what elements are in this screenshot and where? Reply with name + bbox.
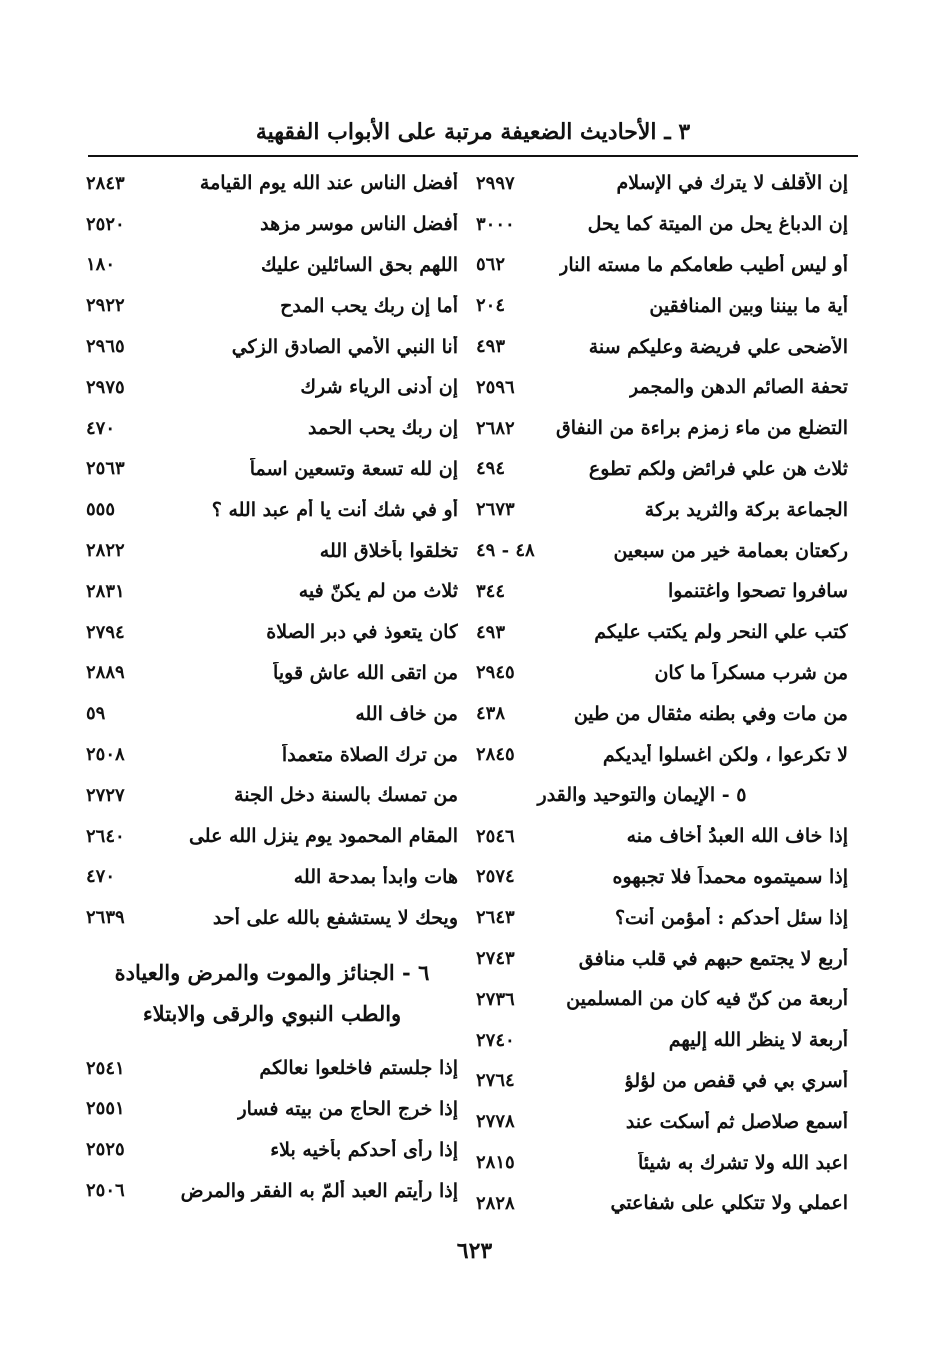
entry-number: ٥٦٢ (476, 254, 506, 276)
page-header: ٣ ـ الأحاديث الضعيفة مرتبة على الأبواب الفقهية (255, 119, 691, 145)
entry-number: ٢٧٤٠ (476, 1029, 515, 1051)
entry-text: من تمسك بالسنة دخل الجنة (234, 784, 458, 807)
entry-number: ٢٨٤٥ (476, 744, 515, 766)
spacer (86, 1034, 458, 1048)
entry-number: ٢٨٤٣ (86, 172, 125, 194)
entry-text: أية ما بيننا وبين المنافقين (649, 294, 848, 317)
entry-number: ٢٧٢٧ (86, 784, 125, 806)
index-entry (476, 489, 848, 530)
index-entry (476, 1183, 848, 1224)
index-entry (86, 245, 458, 286)
entry-number: ٢٧٩٤ (86, 621, 125, 643)
entry-text: من شرب مسكراً ما كان (654, 661, 848, 684)
index-entry (86, 612, 458, 653)
entry-number: ٤٨ - ٤٩ (476, 540, 535, 562)
index-entry (86, 1089, 458, 1130)
entry-text: أسري بي في قفص من لؤلؤ (624, 1069, 848, 1092)
entry-text: التضلع من ماء زمزم براءة من النفاق (555, 417, 848, 440)
index-entry (476, 734, 848, 775)
entry-text: أربع لا يجتمع حبهم في قلب منافق (578, 947, 848, 970)
index-entry (476, 449, 848, 490)
index-entry (86, 1170, 458, 1211)
entry-text: أو ليس أطيب طعامكم ما مسته النار (559, 253, 848, 276)
entry-number: ٤٧٠ (86, 417, 116, 439)
entry-text: إذا خرج الحاج من بيته فسار (237, 1097, 458, 1120)
entry-text: الأضحى علي فريضة وعليكم سنة (588, 335, 848, 358)
entry-number: ٥٥٥ (86, 499, 116, 521)
index-entry (86, 693, 458, 734)
entry-number: ٤٩٣ (476, 621, 506, 643)
index-entry (476, 857, 848, 898)
entry-text: كتب علي النحر ولم يكتب عليكم (594, 621, 848, 644)
index-entry (476, 1142, 848, 1183)
entry-text: أو في شك أنت يا أم عبد الله ؟ (211, 498, 458, 521)
index-entry (86, 285, 458, 326)
index-entry (86, 530, 458, 571)
index-entry (476, 1020, 848, 1061)
entry-number: ٣٤٤ (476, 580, 506, 602)
entry-number: ٢٠٤ (476, 295, 506, 317)
entry-text: إن لله تسعة وتسعين اسماً (249, 457, 458, 480)
entry-text: ويحك لا يستشفع بالله على أحد (212, 906, 458, 929)
entry-number: ٢٩٦٥ (86, 336, 125, 358)
entry-number: ٢٥٧٤ (476, 866, 515, 888)
entry-text: إذا سميتموه محمداً فلا تجبهوه (612, 865, 848, 888)
index-entry (476, 938, 848, 979)
entry-text: تخلقوا بأخلاق الله (319, 539, 458, 562)
entry-text: لا تكرعوا ، ولكن اغسلوا أيديكم (602, 743, 848, 766)
entry-text: إن ربك يحب الحمد (307, 417, 458, 440)
entry-text: أسمع صلاصل ثم أسكت عند (625, 1110, 848, 1133)
index-entry (476, 693, 848, 734)
entry-text: من ترك الصلاة متعمداً (281, 743, 458, 766)
entry-number: ٢٥٠٨ (86, 744, 125, 766)
index-entry (476, 245, 848, 286)
left-column (86, 163, 458, 1211)
entry-text: إذا رأى أحدكم بأخيه بلاء (270, 1138, 458, 1161)
entry-text: إن أدنى الرياء شرك (300, 376, 458, 399)
entry-number: ٢٩٢٢ (86, 295, 125, 317)
entry-number: ٢٨٣١ (86, 580, 125, 602)
entry-number: ٥٩ (86, 703, 106, 725)
entry-text: اعملي ولا تتكلي على شفاعتي (610, 1192, 848, 1215)
page-number: ٦٢٣ (456, 1238, 493, 1264)
entry-text: أفضل الناس عند الله يوم القيامة (199, 172, 458, 195)
index-entry (476, 285, 848, 326)
index-entry (86, 816, 458, 857)
entry-text: أفضل الناس موسر مزهد (260, 213, 458, 236)
entry-number: ٢٧٣٦ (476, 988, 515, 1010)
index-entry (476, 979, 848, 1020)
entry-text: من خاف الله (355, 702, 458, 725)
entry-number: ٢٦٨٢ (476, 417, 515, 439)
entry-number: ٢٦٣٩ (86, 907, 125, 929)
entry-number: ٢٩٤٥ (476, 662, 515, 684)
entry-number: ٢٦٧٣ (476, 499, 515, 521)
entry-number: ٢٨٢٨ (476, 1192, 515, 1214)
index-entry (86, 775, 458, 816)
index-entry (476, 1101, 848, 1142)
index-entry (476, 408, 848, 449)
entry-number: ٢٧٤٣ (476, 948, 515, 970)
entry-number: ٢٩٧٥ (86, 376, 125, 398)
entry-number: ٢٥٤١ (86, 1057, 125, 1079)
entry-text: تحفة الصائم الدهن والمجمر (629, 376, 848, 399)
entry-number: ٣٠٠٠ (476, 213, 515, 235)
spacer (86, 938, 458, 952)
entry-text: ثلاث من لم يكنّ فيه (298, 580, 458, 603)
index-entry (476, 530, 848, 571)
index-entry (86, 857, 458, 898)
entry-number: ٢٨٨٩ (86, 662, 125, 684)
entry-text: سافروا تصحوا واغتنموا (667, 580, 848, 603)
index-entry (86, 1129, 458, 1170)
index-entry (86, 408, 458, 449)
index-entry (86, 163, 458, 204)
index-entry (476, 816, 848, 857)
index-entry (476, 204, 848, 245)
header-rule (88, 155, 858, 157)
entry-text: المقام المحمود يوم ينزل الله على (188, 825, 458, 848)
entry-text: من اتقى الله عاش قوياً (273, 661, 458, 684)
entry-number: ٢٧٦٤ (476, 1070, 515, 1092)
entry-number: ٤٩٣ (476, 336, 506, 358)
entry-number: ٢٥٠٦ (86, 1180, 125, 1202)
index-entry (86, 897, 458, 938)
index-entry (476, 163, 848, 204)
index-entry (476, 367, 848, 408)
entry-text: من مات وفي بطنه مثقال من طين (573, 702, 848, 725)
entry-number: ٢٩٩٧ (476, 172, 515, 194)
entry-text: إذا خاف الله العبدُ أخاف منه (626, 825, 848, 848)
entry-text: ثلاث هن علي فرائض ولكم تطوع (588, 457, 848, 480)
entry-text: إذا جلستم فاخلعوا نعالكم (259, 1057, 458, 1080)
entry-number: ٢٦٤٠ (86, 825, 125, 847)
entry-number: ٤٧٠ (86, 866, 116, 888)
entry-text: أربعة لا ينظر الله إليهم (668, 1029, 848, 1052)
index-entry (476, 326, 848, 367)
entry-number: ٢٥٢٥ (86, 1139, 125, 1161)
entry-number: ٢٥٤٦ (476, 825, 515, 847)
entry-text: إذا رأيتم العبد ألمّ به الفقر والمرض (180, 1179, 458, 1202)
index-entry (86, 653, 458, 694)
entry-text: اللهم بحق السائلين عليك (261, 253, 458, 276)
index-entry (476, 653, 848, 694)
entry-text: إذا سئل أحدكم : أمؤمن أنت؟ (614, 906, 848, 929)
entry-text: اعبد الله ولا تشرك به شيئاً (638, 1151, 848, 1174)
entry-text: كان يتعوذ في دبر الصلاة (266, 621, 458, 644)
entry-text: أما إن ربك يحب المدح (280, 294, 458, 317)
entry-number: ٢٦٤٣ (476, 907, 515, 929)
entry-number: ٢٨١٥ (476, 1152, 515, 1174)
index-entry (86, 489, 458, 530)
index-entry (476, 897, 848, 938)
index-entry (476, 571, 848, 612)
section-heading: ٥ - الإيمان والتوحيد والقدر (537, 784, 747, 807)
entry-text: هات وابدأ بمدحة الله (293, 865, 458, 888)
entry-number: ٢٥٩٦ (476, 376, 515, 398)
index-entry (86, 1048, 458, 1089)
entry-number: ٢٥٥١ (86, 1098, 125, 1120)
entry-text: إن الدباغ يحل من الميتة كما يحل (587, 213, 848, 236)
entry-number: ١٨٠ (86, 254, 116, 276)
entry-number: ٢٥٦٣ (86, 458, 125, 480)
entry-text: الجماعة بركة والثريد بركة (644, 498, 848, 521)
right-column (476, 163, 848, 1224)
index-entry (86, 449, 458, 490)
entry-text: أربعة من كنّ فيه كان من المسلمين (566, 988, 848, 1011)
entry-number: ٤٩٤ (476, 458, 506, 480)
entry-number: ٢٥٢٠ (86, 213, 125, 235)
entry-number: ٢٨٢٢ (86, 540, 125, 562)
section-heading: ٦ - الجنائز والموت والمرض والعيادة (114, 960, 430, 986)
index-entry (476, 1061, 848, 1102)
entry-text: أنا النبي الأمي الصادق الزكي (231, 335, 458, 358)
index-entry (86, 326, 458, 367)
section-heading: والطب النبوي والرقى والابتلاء (142, 1000, 402, 1026)
index-entry (86, 734, 458, 775)
index-entry (86, 571, 458, 612)
entry-text: إن الأقلف لا يترك في الإسلام (616, 172, 848, 195)
index-entry (476, 612, 848, 653)
index-entry (86, 367, 458, 408)
entry-text: ركعتان بعمامة خير من سبعين (613, 539, 848, 562)
entry-number: ٢٧٧٨ (476, 1111, 515, 1133)
index-entry (86, 204, 458, 245)
entry-number: ٤٣٨ (476, 703, 506, 725)
